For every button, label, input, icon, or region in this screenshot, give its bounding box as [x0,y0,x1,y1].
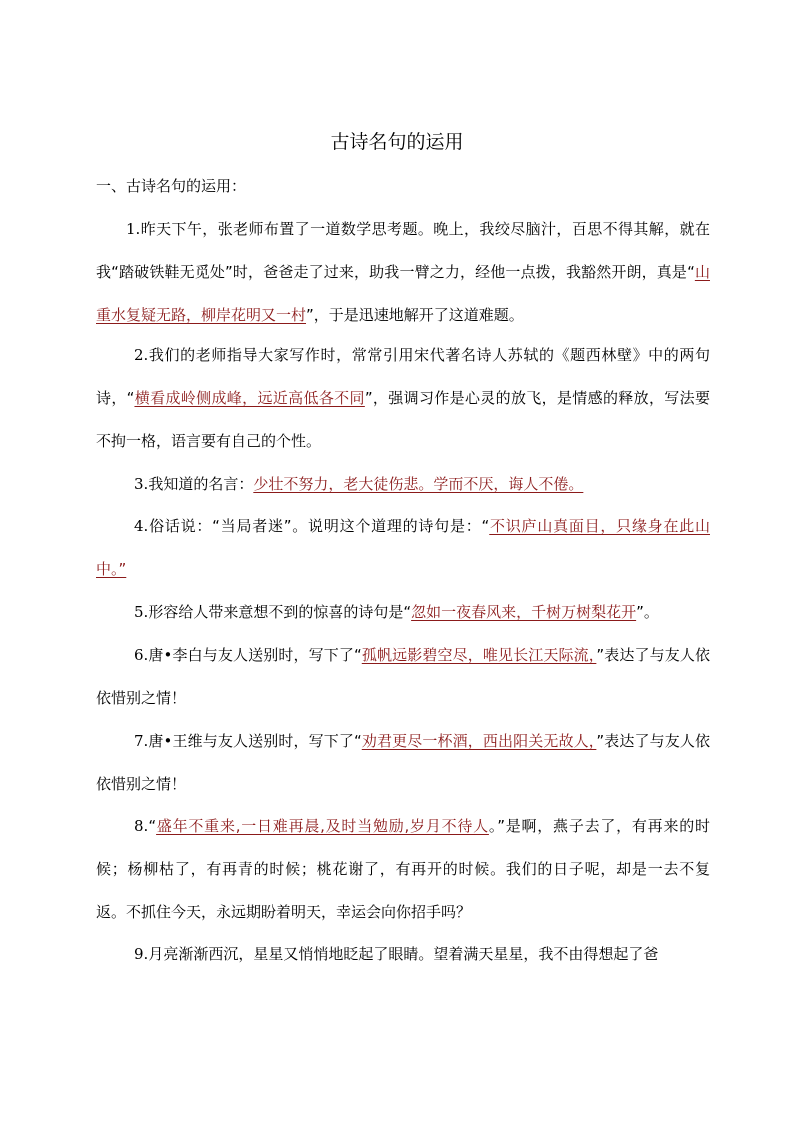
item-text: 俗话说：“当局者迷”。说明这个道理的诗句是：“ [148,517,490,535]
item-text-tail: ”。 [636,603,659,621]
item-text-tail: ”，于是迅速地解开了这道难题。 [306,306,524,324]
list-item [96,505,710,591]
item-number: 1. [126,220,141,238]
list-item [96,634,710,720]
list-item [96,591,710,634]
item-text: 昨天下午，张老师布置了一道数学思考题。晚上，我绞尽脑汁，百思不得其解，就在我“踏破铁鞋无觅处”时，爸爸走了过来，助我一臂之力，经他一点拨，我豁然开朗，真是“ [96,220,710,281]
item-number: 3. [134,475,149,493]
answer-text: 山重水复疑无路，柳岸花明又一村 [96,263,710,324]
list-item [96,208,710,337]
section-heading: 一、古诗名句的运用： [96,177,247,195]
item-number: 6. [134,646,149,664]
item-number: 8. [134,817,149,835]
answer-text: 劝君更尽一杯酒，西出阳关无故人， [361,732,597,750]
item-number: 9. [134,945,149,963]
list-item [96,933,710,976]
item-text: 月亮渐渐西沉，星星又悄悄地眨起了眼睛。望着满天星星，我不由得想起了爸 [148,945,659,963]
answer-text: 盛年不重来,一日难再晨,及时当勉励,岁月不待人 [156,817,489,835]
answer-text: 横看成岭侧成峰，远近高低各不同 [134,389,365,407]
list-item [96,334,710,463]
item-text-tail: ”表达了与友人依依惜别之情！ [96,732,710,793]
answer-text: 忽如一夜春风来，千树万树梨花开 [411,603,637,621]
item-number: 5. [134,603,149,621]
page-title: 古诗名句的运用 [330,131,464,153]
item-number: 4. [134,517,149,535]
answer-text: 孤帆远影碧空尽，唯见长江天际流， [361,646,597,664]
item-text-tail: ”表达了与友人依依惜别之情！ [96,646,710,707]
list-item [96,805,710,934]
item-text: “ [148,817,157,835]
item-text: 形容给人带来意想不到的惊喜的诗句是“ [148,603,412,621]
item-number: 2. [134,346,149,364]
item-text: 我们的老师指导大家写作时，常常引用宋代著名诗人苏轼的《题西林壁》中的两句诗，“ [96,346,710,407]
item-text-tail: ”，强调习作是心灵的放飞，是情感的释放，写法要不拘一格，语言要有自己的个性。 [96,389,710,450]
list-item [96,463,710,506]
answer-text: 不识庐山真面目，只缘身在此山中。” [96,517,710,578]
item-text: 唐•李白与友人送别时，写下了“ [148,646,362,664]
item-text: 唐•王维与友人送别时，写下了“ [148,732,362,750]
item-number: 7. [134,732,149,750]
answer-text: 少壮不努力，老大徒伤悲。学而不厌，诲人不倦。 [253,475,584,493]
item-text-tail: 。”是啊，燕子去了，有再来的时候；杨柳枯了，有再青的时候；桃花谢了，有再开的时候。我们的日子呢，却是一去不复返。不抓住今天，永远期盼着明天，幸运会向你招手吗？ [96,817,710,921]
item-text: 我知道的名言： [148,475,254,493]
list-item [96,720,710,806]
